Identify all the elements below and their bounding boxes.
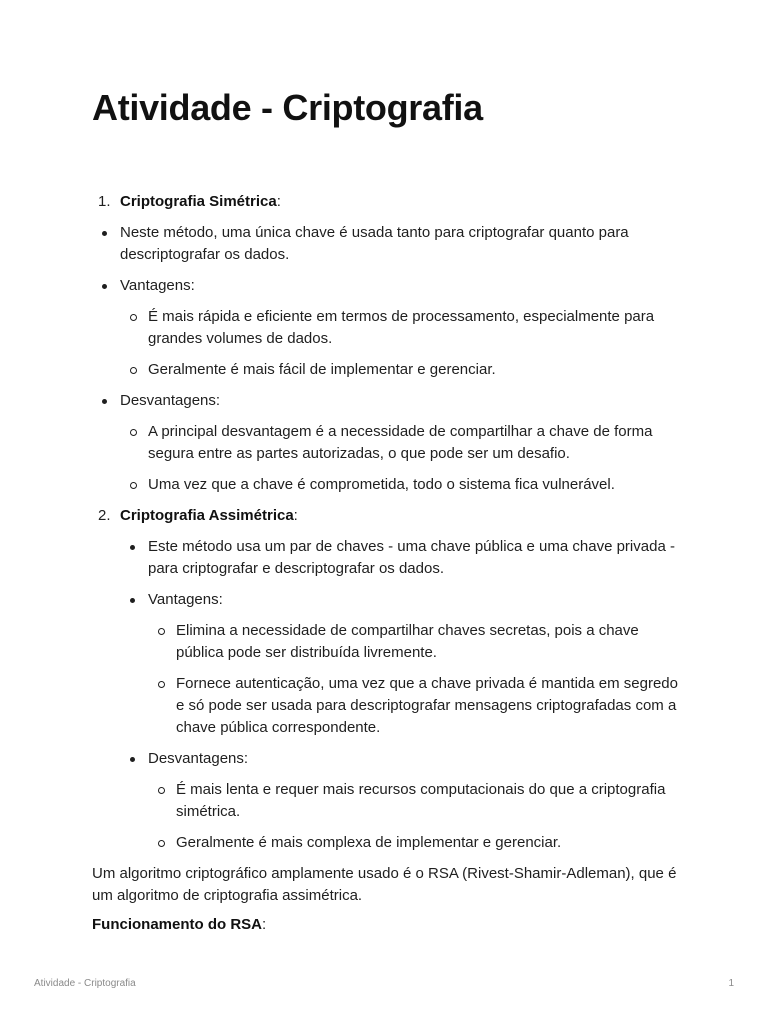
numbered-item-symmetric (92, 191, 682, 213)
circle-bullet-icon (130, 367, 137, 374)
list-item (92, 275, 682, 297)
bullet-icon (102, 231, 107, 236)
list-item (92, 832, 682, 854)
list-item (92, 536, 682, 580)
rsa-heading-row (92, 914, 682, 936)
bullet-icon (130, 757, 135, 762)
circle-bullet-icon (130, 314, 137, 321)
list-item-text: É mais rápida e eficiente em termos de processamento, especialmente para grandes volumes de dados. (148, 308, 655, 347)
circle-bullet-icon (158, 840, 165, 847)
list-item (92, 673, 682, 739)
list-item-text: Este método usa um par de chaves - uma chave pública e uma chave privada - para criptografar e descriptografar os dados. (148, 538, 675, 577)
rsa-heading: Funcionamento do RSA (92, 916, 262, 933)
heading-colon: : (262, 916, 267, 933)
list-item-text: Desvantagens: (120, 392, 221, 409)
list-item-text: Neste método, uma única chave é usada tanto para criptografar quanto para descriptografar os dados. (120, 224, 629, 263)
list-item (92, 779, 682, 823)
list-item (92, 421, 682, 465)
list-item (92, 222, 682, 266)
page-title: Atividade - Criptografia (92, 87, 483, 128)
footer-page-number: 1 (728, 978, 734, 989)
heading-colon: : (276, 193, 281, 210)
list-item (92, 748, 682, 770)
document-body (92, 191, 682, 945)
bullet-icon (102, 399, 107, 404)
list-item-text: Desvantagens: (148, 750, 249, 767)
list-item (92, 620, 682, 664)
list-item (92, 589, 682, 611)
list-number: 1. (98, 193, 111, 210)
footer-doc-title: Atividade - Criptografia (34, 978, 136, 989)
rsa-paragraph: Um algoritmo criptográfico amplamente usado é o RSA (Rivest-Shamir-Adleman), que é um algoritmo de criptografia assimétrica. (92, 865, 677, 904)
list-item-text: Vantagens: (148, 591, 223, 608)
list-item-text: A principal desvantagem é a necessidade de compartilhar a chave de forma segura entre as partes autorizadas, o que pode ser um desafio. (148, 423, 653, 462)
circle-bullet-icon (130, 482, 137, 489)
list-number: 2. (98, 507, 111, 524)
list-item-text: Vantagens: (120, 277, 195, 294)
circle-bullet-icon (158, 787, 165, 794)
list-item (92, 359, 682, 381)
bullet-icon (130, 598, 135, 603)
list-item-text: Geralmente é mais fácil de implementar e gerenciar. (148, 361, 496, 378)
list-item-text: Geralmente é mais complexa de implementar e gerenciar. (176, 834, 562, 851)
heading-colon: : (293, 507, 298, 524)
bullet-icon (130, 545, 135, 550)
section-heading-symmetric: Criptografia Simétrica (120, 193, 277, 210)
list-item-text: Uma vez que a chave é comprometida, todo o sistema fica vulnerável. (148, 476, 615, 493)
list-item-text: Elimina a necessidade de compartilhar chaves secretas, pois a chave pública pode ser distribuída livremente. (176, 622, 639, 661)
bullet-icon (102, 284, 107, 289)
list-item-text: É mais lenta e requer mais recursos computacionais do que a criptografia simétrica. (176, 781, 666, 820)
circle-bullet-icon (130, 429, 137, 436)
list-item (92, 474, 682, 496)
section-heading-asymmetric: Criptografia Assimétrica (120, 507, 294, 524)
list-item (92, 390, 682, 412)
circle-bullet-icon (158, 681, 165, 688)
list-item (92, 306, 682, 350)
list-item-text: Fornece autenticação, uma vez que a chave privada é mantida em segredo e só pode ser usada para descriptografar mensagens criptografadas com a chave pública correspondente. (176, 675, 678, 736)
circle-bullet-icon (158, 628, 165, 635)
numbered-item-asymmetric (92, 505, 682, 527)
